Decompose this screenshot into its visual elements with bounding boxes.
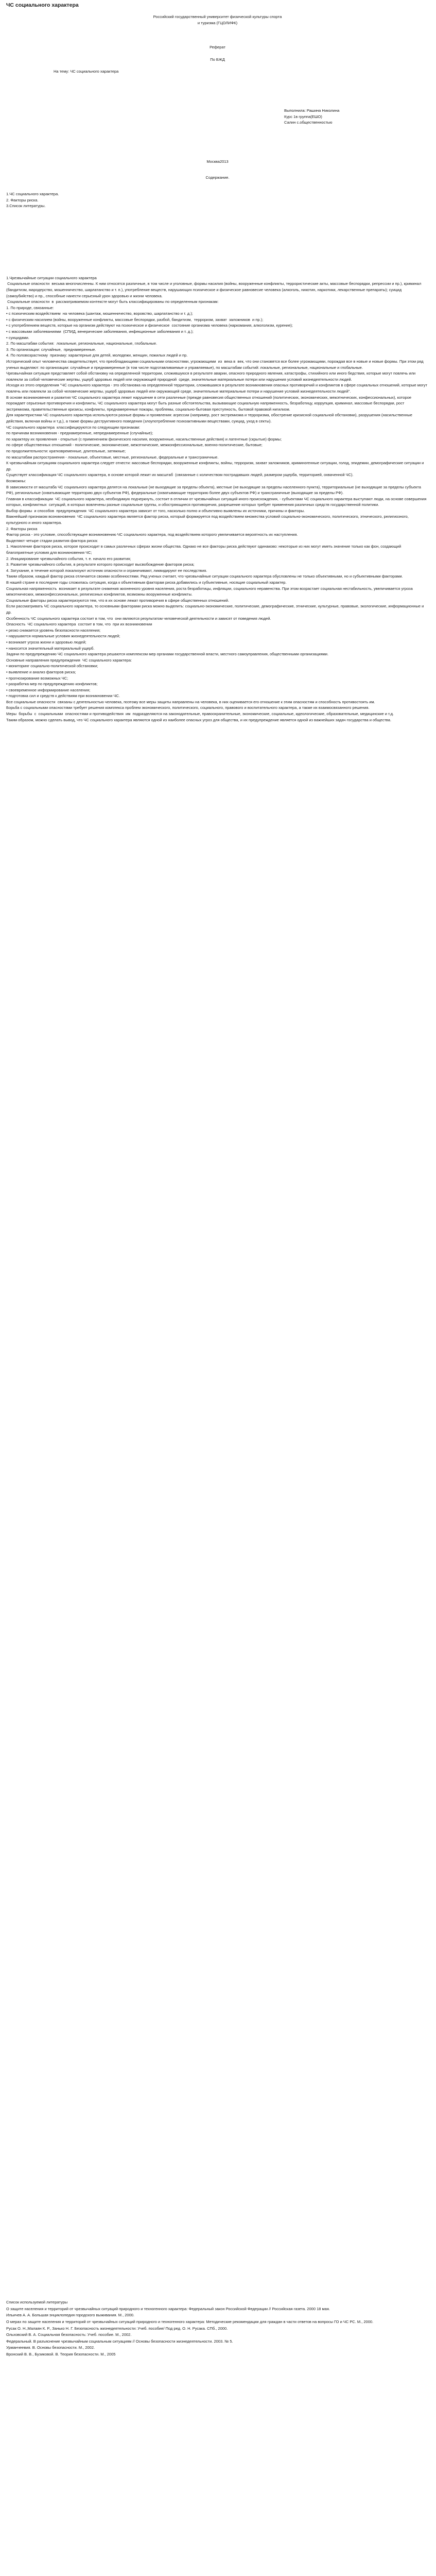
body-paragraph: • с психическим воздействием на человека (шантаж, мошенничество, воровство, шарлатанство и т. д.); [6,311,193,316]
body-paragraph: Социальные факторы риска характеризуются тем, что в их основе лежат противоречия в сфере общественных отношений. [6,598,229,603]
author-block [6,108,429,126]
body-paragraph: • суицидами. [6,335,29,340]
body-paragraph: Исторический опыт человечества свидетельствует, что преобладающими социальными опасностями, угрожающими из века в век, что они становятся все более угрожающими, порождая все в новые и новые формы. При этом ряд ученых выделяют: по организации: случайные и преднамеренные (в том числе подготавливаемые и управляемые), по масштабам событий: локальные, региональные, национальные и глобальные. [6,359,425,370]
body-paragraph: Социальные опасности в рассматриваемом контексте могут быть классифицированы по определенным признакам: [6,299,219,304]
body-paragraph: Меры борьбы с социальными опасностями и противодействия им подразделяются на законодательные, правоохранительные, экономические, социальные, идеологические, образовательные, медицинские и т.д. [6,711,394,717]
body-paragraph: Исходя из этого определения "ЧС социального характера - это обстановка на определенной территории, сложившаяся в результате возникновения опасных противоречий и конфликтов в сфере социальных отношений, которые могут повлечь или повлекли за собой человеческие жертвы, ущерб здоровью людей или окружающей среде, значительные материальные потери и нарушение условий жизнедеятельности людей". [6,383,429,394]
body-paragraph: Фактор риска - это условие, способствующее возникновению ЧС социального характера, под воздействием которого увеличивается вероятность их наступления. [6,532,298,537]
bibliography-item: Русак О. Н.,Малаян К. Р., Занько Н. Г. Безопасность жизнедеятельности: Учеб. пособие/ Под ред. О. Н. Русака. СПб., 2000. [6,2326,228,2331]
body-paragraph: Чрезвычайная ситуация представляет собой обстановку на определенной территории, сложившуюся в результате аварии, опасного природного явления, катастрофы, стихийного или иного бедствия, которые могут повлечь или повлекли за собой человеческие жертвы, ущерб здоровью людей или окружающей природной среде, значительные материальные потери или нарушения условий жизнедеятельности людей. [6,371,417,382]
body-paragraph: • своевременное информирование населения; [6,687,91,692]
body-paragraph: • подготовка сил и средств к действиям при возникновении ЧС. [6,693,120,699]
body-paragraph: по причинам возникновения - преднамеренные, непреднамеренные (случайные); [6,431,153,436]
institution-line-2: и туризма (ГЦОЛИФК) [197,20,238,25]
body-paragraph: Главная в классификации ЧС социального характера, необходимую подчеркнуть, состоит в отличии от чрезвычайных ситуаций иного происхождения, - субъектами ЧС социального характера выступают люди, на основе совершения которых, конфликтных ситуаций, в которых вовлечены разные социальные группы, и обостряющиеся противоречия, разрешение которых требует применения различных средств государственной политики. [6,496,428,507]
body-paragraph: Выбор формы и способов предупреждения ЧС социального характера зависит от того, насколько полно и объективно выявлены их источники, причины и факторы. [6,508,305,513]
body-paragraph: • с физическим насилием (войны, вооруженные конфликты, массовые беспорядки, разбой, бандитизм, терроризм, захват заложников и пр.); [6,317,264,322]
body-paragraph: 3. По организации: случайные, преднамеренные. [6,347,96,352]
body-paragraph: • нарушаются нормальные условия жизнедеятельности людей; [6,634,120,639]
body-paragraph: ЧС социального характера классифицируются по следующим признакам: [6,425,140,430]
bibliography-item: О мерах по защите населения и территорий от чрезвычайных ситуаций природного и техногенного характера: Методические рекомендации для граждан в части ответов на вопросы ГО и ЧС РС. М., 2000. [6,2319,374,2325]
body-paragraph: • наносится значительный материальный ущерб. [6,646,95,651]
toc-heading: Содержание. [205,175,230,180]
place-year: Москва2013 [206,159,229,164]
body-paragraph: 4. По половозрастному признаку: характерные для детей, молодежи, женщин, пожилых людей и пр. [6,353,188,358]
body-paragraph: Таким образом, можно сделать вывод, что ЧС социального характера являются одной из наиболее опасных угроз для общества, и их предупреждение является одной из важнейших задач государства и общества. [6,717,392,722]
bibliography [6,2299,429,2357]
body-paragraph: Для характеристики ЧС социального характера используются разные формы и проявления: агрессии (например, рост экстремизма и терроризма, обострение кризисной социальной обстановки), разрушения (насильственные действия, включая войны и т.д.), а также формы деструктивного поведения (злоупотребление психоактивными веществами, суицид, уход в секты). [6,413,414,423]
body-paragraph: В нашей стране в последние годы сложилась ситуация, когда к объективным факторам риска добавились и субъективные, носящие социальный характер. [6,580,287,585]
institution-line-1: Российский государственный университет физической культуры спорта [153,14,282,19]
bibliography-heading: Список используемой литературы [6,2300,68,2305]
author-course: Курс 1в группа(ЕШО) [284,114,322,119]
body-paragraph: • резко снижается уровень безопасности населения; [6,628,101,633]
body-paragraph: Возможны: [6,478,26,483]
body-paragraph: по характеру их проявления - открытые (с применением физического насилия, вооруженные, насильственные действия) и латентные (скрытые) формы; [6,436,282,442]
bibliography-item: Ольховский В. А. Социальная безопасность: Учеб. пособие. М., 2002. [6,2332,132,2337]
body-paragraph: Задачи по предупреждению ЧС социального характера решаются комплексом мер органами государственной власти, местного самоуправления, общественными организациями. [6,652,329,657]
body-paragraph: Особенность ЧС социального характера состоит в том, что они являются результатом человеческой деятельности и зависят от поведения людей. [6,616,271,621]
body-paragraph: В зависимости от масштаба ЧС социального характера делятся на локальные (не выходящие за пределы объекта), местные (не выходящие за пределы населенного пункта), территориальные (не выходящие за пределы субъекта РФ), региональные (охватывающие территорию двух субъектов РФ), федеральные (охватывающие территорию более двух субъектов РФ) и трансграничные (выходящие за пределы РФ). [6,484,423,496]
body-paragraph: • выявление и анализ факторов риска; [6,669,76,674]
body-paragraph: • разработка мер по предупреждению конфликтов; [6,682,98,687]
toc-item: 3.Список литературы. [6,204,46,209]
body-paragraph: 3. Развитие чрезвычайного события, в результате которого происходит высвобождение факторов риска; [6,562,195,567]
body-paragraph: • мониторинг социально-политической обстановки; [6,664,98,669]
body-paragraph: Все социальные опасности связаны с деятельностью человека, поэтому все меры защиты направлены на человека, в них оценивается его отношение к этим опасностям и способность противостоять им. [6,699,375,704]
body-paragraph: 2. Инициирование чрезвычайного события, т. е. начало его развития; [6,556,131,561]
body-paragraph: Если рассматривать ЧС социального характера, то основными факторами риска можно выделить: социально-экономические, политические, демографические, этнические, культурные, правовые, экологические, информационные и др. [6,604,425,615]
document-type: Реферат [210,45,225,50]
body-paragraph: по масштабам распространения - локальные, объектовые, местные, региональные, федеральные и трансграничные. [6,454,219,460]
body-paragraph: Выделяют четыре стадии развития фактора риска: [6,538,98,543]
toc-item: 2. Факторы риска. [6,197,39,202]
body-paragraph: Таким образом, каждый фактор риска отличается своими особенностями. Ряд ученых считает, что чрезвычайные ситуации социального характера обусловлены не только объективными, но и субъективными факторами. [6,574,403,579]
bibliography-item: О защите населения и территорий от чрезвычайных ситуаций природного и техногенного характера: Федеральный закон Российской Федерации // Российская газета. 2000 18 мая. [6,2306,330,2311]
body-text [6,275,429,723]
bibliography-item: Ильичев А. А. Большая энциклопедия городского выживания. М., 2000. [6,2313,135,2318]
bibliography-item: Урманчеевия. В. Основы безопасности. М., 2002. [6,2345,95,2350]
body-paragraph: • с употреблением веществ, которые на организм действуют на психическое и физическое состояние организма человека (наркомания, алкоголизм, курение); [6,323,293,328]
body-paragraph: 2. По масштабам события: локальные, региональные, национальные, глобальные. [6,341,158,346]
body-paragraph: 1. По природе, связанные: [6,305,54,310]
body-paragraph: Важнейший признаком возникновения ЧС социального характера является фактор риска, который формируется под воздействием множества условий социально-экономического, политического, этнического, религиозного, культурного и иного характера. [6,514,410,526]
document-title: ЧС социального характера [6,2,79,8]
body-paragraph: Социальные опасности весьма многочисленны. К ним относятся различные, в том числе и уголовные, формы насилия (войны, вооруженные конфликты, террористические акты, массовые беспорядки, репрессии и пр.), криминал (бандитизм, мародерство, мошенничество, шарлатанство и т. п.), употребление веществ, нарушающих психическое и физическое равновесие человека (алкоголь, никотин, наркотики, лекарственные препараты); суицид (самоубийство) и пр., способные нанести серьезный урон здоровью и жизни человека. [6,281,423,298]
body-paragraph: Основные направления предупреждения ЧС социального характера: [6,657,132,663]
body-paragraph: 1.Чрезвычайные ситуации социального характера [6,275,97,280]
bibliography-item: Вронский В. В., Бузиковой. В. Теория безопасности. М., 2005 [6,2352,116,2357]
bibliography-item: Федеральный. В разъяснение чрезвычайным социальным ситуациям // Основы безопасности жизнедеятельности. 2003. № 5. [6,2338,233,2344]
body-paragraph: Опасность ЧС социального характера состоит в том, что при их возникновении [6,622,152,627]
checked-by: Салин с.общественностью [284,120,333,125]
body-paragraph: Борьба с социальными опасностями требует решения комплекса проблем экономического, политического, социального, правового и воспитательного характера, а также их взаимосвязанного решения. [6,705,370,710]
body-paragraph: Существует классификация ЧС социального характера, в основе которой лежит их масштаб (связанные с количеством пострадавших людей, размером ущерба, территорией, охваченной ЧС). [6,472,354,478]
body-paragraph: Социальная напряженность возникает в результате снижения жизненного уровня населения, роста безработицы, инфляции, социального неравенства. При этом возрастает социальная нестабильность, увеличивается угроза межэтнических, межконфессиональных, религиозных конфликтов, возможны вооруженные конфликты. [6,586,414,597]
table-of-contents [6,191,429,209]
body-paragraph: 2. Факторы риска [6,526,38,531]
body-paragraph: 1. Накопление факторов риска, которое происходит в самых различных сферах жизни общества. Однако не все факторы риска действуют одинаково: некоторые из них могут иметь значение только как фон, создающий благоприятные условия для возникновения ЧС; [6,544,403,555]
body-paragraph: К чрезвычайным ситуациям социального характера следует отнести: массовые беспорядки, вооруженные конфликты, войны, терроризм, захват заложников, криминогенные ситуации, голод, эпидемии, демографические ситуации и др. [6,461,425,471]
body-paragraph: • возникает угроза жизни и здоровью людей; [6,639,86,645]
body-paragraph: • с массовыми заболеваниями (СПИД, венерические заболевания, инфекционные заболевания и т. д.); [6,329,194,334]
topic-line: На тему: ЧС социального характера [54,69,119,74]
author-name: Выполнила: Рашина Николина [284,108,340,113]
toc-item: 1.ЧС социального характера. [6,191,59,196]
title-page-header [6,14,429,62]
body-paragraph: по сфере общественных отношений - политические, экономические, межэтнические, межконфессиональные, военно-политические, бытовые; [6,443,263,448]
body-paragraph: В основе возникновения и развития ЧС социального характера лежит нарушение в сети различные (прежде равновесия общественных отношений (политических, экономических, межэтнических, конфессиональных), которое порождает серьезные противоречия и конфликты, ЧС социального характера могут быть разные обстоятельства, вызывающие социальную напряженность, безработицу, коррупция, криминал, массовые беспорядки, рост экстремизма, правительственные кризисы, конфликты, преднамеренные пожары, проблемы, социально-бытовая преступность, бытовой правовой нигилизм. [6,395,413,412]
subject: По БЖД [210,57,225,62]
body-paragraph: 4. Затухание, в течение которой локализуют источник опасности и ограничивают, ликвидируют ее последствия. [6,568,207,573]
body-paragraph: по продолжительности: кратковременные, длительные, затяжные; [6,448,126,453]
body-paragraph: • прогнозирование возможных ЧС; [6,675,68,681]
